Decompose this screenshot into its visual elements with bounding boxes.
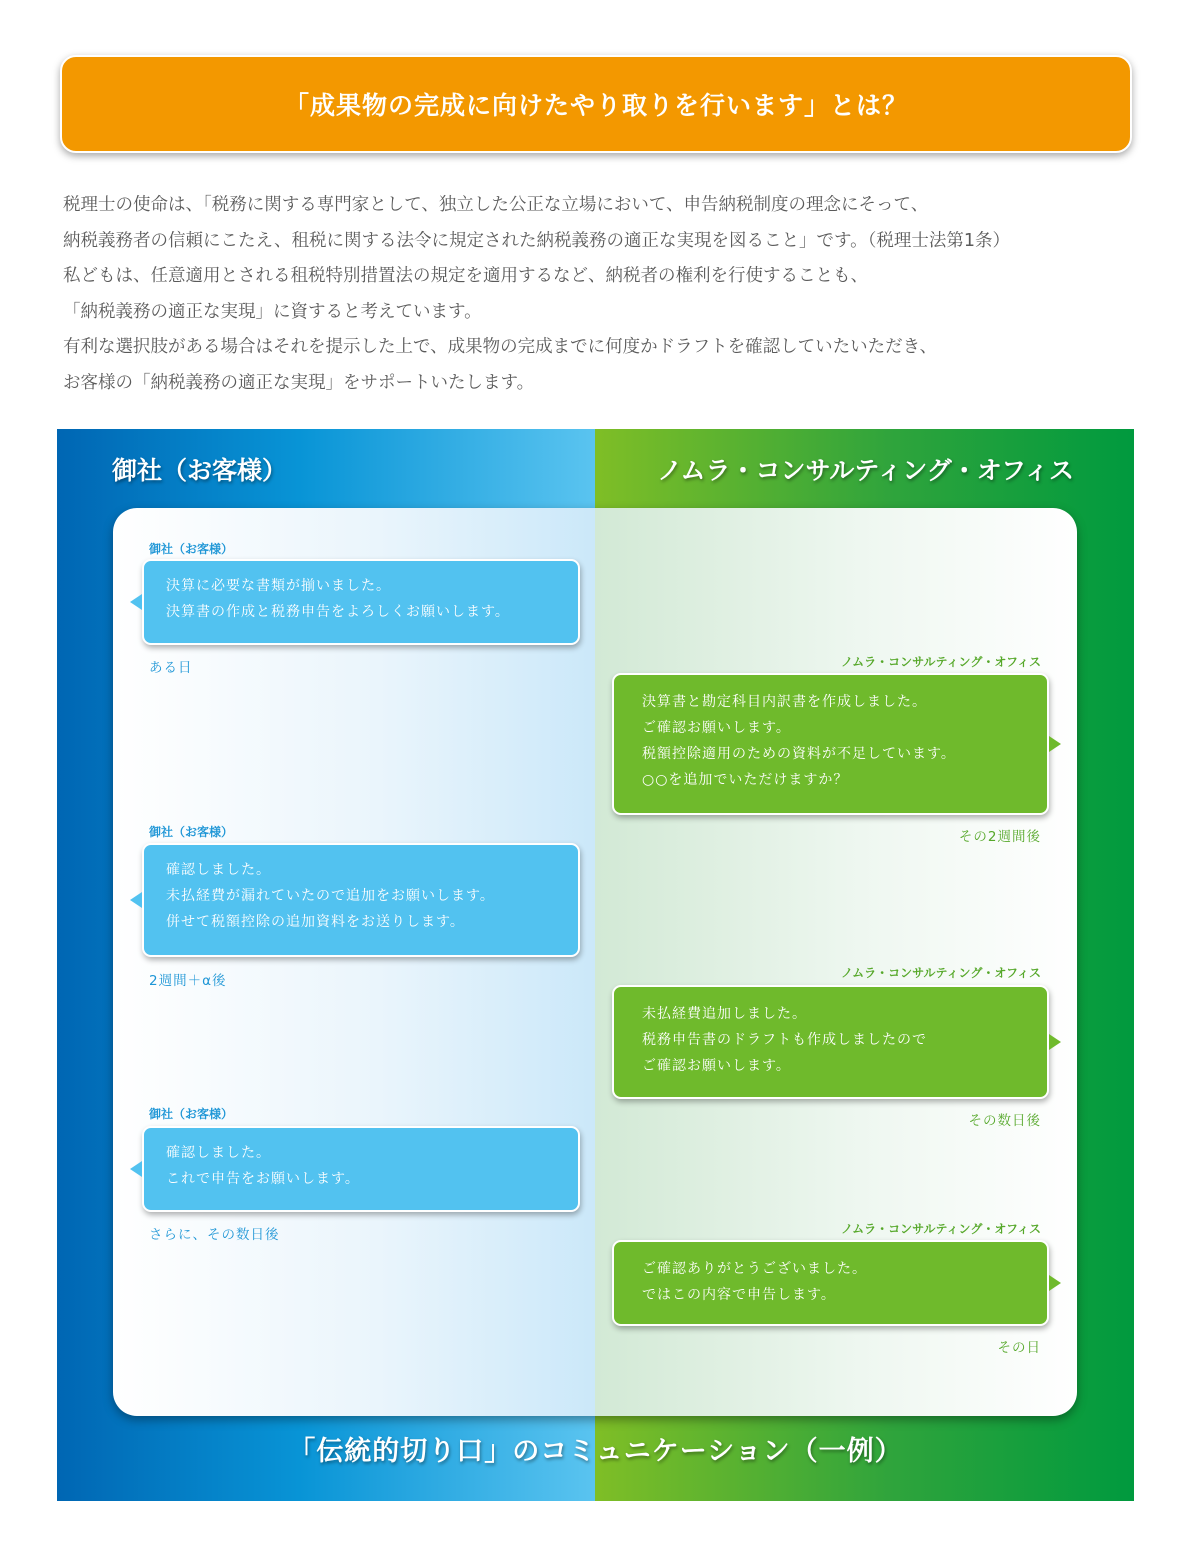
office-speaker-label: ノムラ・コンサルティング・オフィス	[840, 655, 1041, 669]
intro-text	[63, 188, 1143, 401]
client-speaker-label: 御社（お客様）	[149, 825, 234, 839]
message-line: 確認しました。	[166, 862, 271, 878]
bubble-tail	[1049, 1275, 1061, 1291]
client-message-bubble	[142, 1126, 580, 1212]
office-message-time: その2週間後	[958, 829, 1041, 845]
message-line: 未払経費が漏れていたので追加をお願いします。	[166, 888, 495, 904]
message-line: 併せて税額控除の追加資料をお送りします。	[166, 914, 465, 930]
intro-line: 「納税義務の適正な実現」に資すると考えています。	[63, 301, 482, 322]
message-line: 未払経費追加しました。	[642, 1006, 807, 1022]
panel-caption: 「伝統的切り口」のコミュニケーション（一例）	[288, 1436, 903, 1467]
bubble-tail	[130, 892, 142, 908]
message-line: 税務申告書のドラフトも作成しましたので	[642, 1032, 927, 1048]
client-message-bubble	[142, 559, 580, 645]
office-message-bubble	[612, 1240, 1049, 1326]
client-speaker-label: 御社（お客様）	[149, 542, 234, 556]
message-line: これで申告をお願いします。	[166, 1171, 360, 1187]
message-line: 確認しました。	[166, 1145, 271, 1161]
message-line: ではこの内容で申告します。	[642, 1287, 836, 1303]
message-line: ご確認お願いします。	[642, 720, 791, 736]
client-message-time: さらに、その数日後	[149, 1227, 280, 1243]
client-message-bubble	[142, 843, 580, 957]
bubble-tail	[130, 594, 142, 610]
office-message-time: その数日後	[968, 1113, 1041, 1129]
message-line: ご確認お願いします。	[642, 1058, 791, 1074]
office-message-bubble	[612, 673, 1049, 815]
message-line: 税額控除適用のための資料が不足しています。	[642, 746, 956, 762]
intro-line: 税理士の使命は、「税務に関する専門家として、独立した公正な立場において、申告納税制度の理念にそって、	[63, 195, 929, 215]
office-column-title: ノムラ・コンサルティング・オフィス	[657, 456, 1074, 485]
client-message-time: 2週間＋α後	[149, 973, 227, 989]
office-speaker-label: ノムラ・コンサルティング・オフィス	[840, 966, 1041, 980]
message-line: 決算書と勘定科目内訳書を作成しました。	[642, 694, 927, 710]
office-speaker-label: ノムラ・コンサルティング・オフィス	[840, 1222, 1041, 1236]
message-line: ○○を追加でいただけますか？	[642, 772, 849, 788]
communication-panel	[57, 429, 1134, 1501]
bubble-tail	[130, 1161, 142, 1177]
intro-line: 有利な選択肢がある場合はそれを提示した上で、成果物の完成までに何度かドラフトを確認していたいただき、	[63, 337, 937, 357]
banner-title: 「成果物の完成に向けたやり取りを行います」とは？	[283, 91, 908, 120]
client-message-time: ある日	[149, 660, 193, 676]
client-speaker-label: 御社（お客様）	[149, 1107, 234, 1121]
bubble-tail	[1049, 736, 1061, 752]
header-banner	[60, 55, 1132, 153]
intro-line: 納税義務者の信頼にこたえ、租税に関する法令に規定された納税義務の適正な実現を図ること」です。（税理士法第1条）	[63, 230, 1011, 251]
office-message-time: その日	[997, 1340, 1041, 1356]
message-line: 決算書の作成と税務申告をよろしくお願いします。	[166, 604, 510, 620]
intro-line: お客様の「納税義務の適正な実現」をサポートいたします。	[63, 372, 535, 393]
office-message-bubble	[612, 985, 1049, 1099]
bubble-tail	[1049, 1034, 1061, 1050]
intro-line: 私どもは、任意適用とされる租税特別措置法の規定を適用するなど、納税者の権利を行使することも、	[63, 266, 868, 286]
client-column-title: 御社（お客様）	[112, 456, 288, 485]
message-line: ご確認ありがとうございました。	[642, 1261, 867, 1277]
message-line: 決算に必要な書類が揃いました。	[166, 578, 391, 594]
